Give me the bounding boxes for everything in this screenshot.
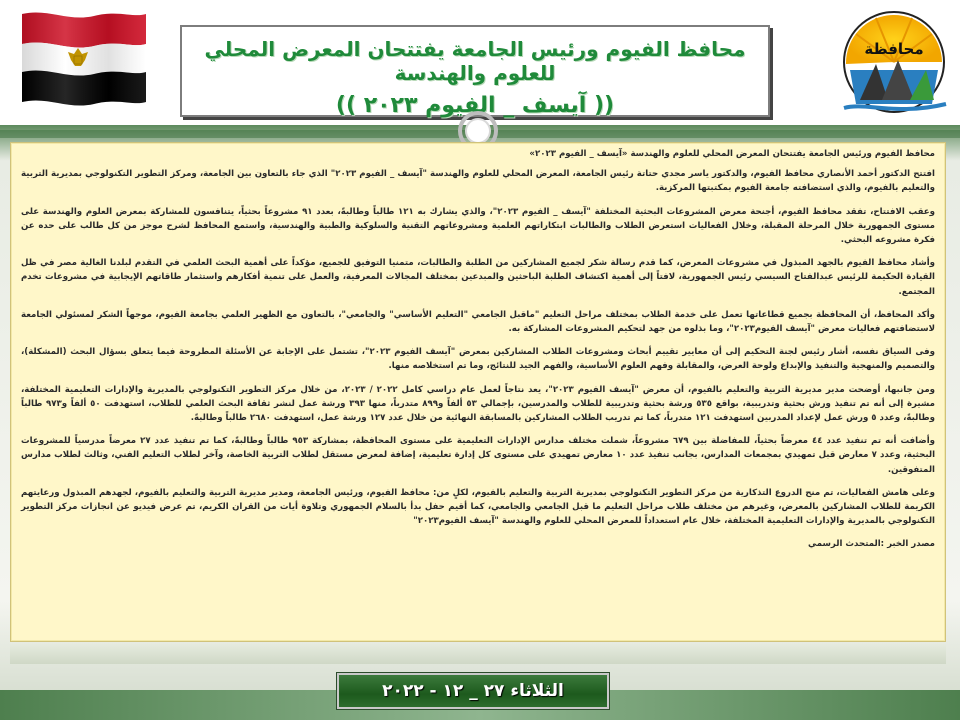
article-paragraph-6: وفى السياق نفسه، أشار رئيس لجنة التحكيم إلى أن معايير تقييم أبحاث ومشروعات الطلاب المشاركين بمعرض "آيسف الفيوم ٢٠٢٣"، تشتمل على الإجابة عن الأسئلة المطروحة فيما يتعلق بسؤال البحث (المشكلة)، والتصميم والمنهجية والتنفيذ والإبداع ولوحة العرض، والمقابلة وفهم العلوم الأساسية، والفهم الجيد للنتائج، وما تم استخلاصه منها. [21, 347, 935, 372]
article-paragraph-2: افتتح الدكتور أحمد الأنصاري محافظ الفيوم، والدكتور ياسر مجدي حتاتة رئيس الجامعة، المعرض المحلي للعلوم والهندسة "آيسف _ الفيوم ٢٠٢٣" الذي جاء بالتعاون بين الجامعة، ومركز التطوير التكنولوجي بمديرية التربية والتعليم بالفيوم، والذي استضافته جامعة الفيوم بمكتبتها المركزية. [21, 169, 935, 194]
article-paragraph-1: محافظ الفيوم ورئيس الجامعة يفتتحان المعرض المحلي للعلوم والهندسة «آيسف _ الفيوم ٢٠٢٣» [529, 149, 935, 159]
page-subtitle: (( آيسف _ الفيوم ٢٠٢٣ )) [335, 93, 615, 118]
date-text: الثلاثاء ٢٧ _ ١٢ - ٢٠٢٢ [382, 681, 564, 701]
title-box [180, 25, 770, 117]
article-paragraph-5: وأكد المحافظ، أن المحافظة بجميع قطاعاتها تعمل على خدمة الطلاب بمختلف مراحل التعليم "ماقبل الجامعي "التعليم الأساسي" والجامعي"، بالتعاون مع الظهير العلمي بجامعة الفيوم، موجهاً الشكر لمسئولي الجامعة لاستضافتهم فعاليات معرض "آيسف الفيوم٢٠٢٣"، وما بذلوه من جهد لتحكيم المشروعات المشاركة به. [21, 309, 935, 335]
article-paragraph-8: وأضافت أنه تم تنفيذ عدد ٤٤ معرضاً بحثياً، للمفاضلة بين ٦٧٩ مشروعاً، شملت مختلف مدارس الإدارات التعليمية على مستوى المحافظة، بمشاركة ٩٥٣ طالباً وطالبةً، كما تم تنفيذ عدد ٢٧ معرضاً مدرسياً للمشروعات البحثية، وعدد ٧ معارض قبل تمهيدي بمجمعات المدارس، بجانب تنفيذ عدد ١٠ معارض تمهيدي على مستوى كل إدارة تعليمية، إضافة لمعرض مستقل لطلاب التربية الخاصة، وآخر لطلاب التعليم الفني، وثالث لطلاب مدارس المتفوقين. [21, 436, 936, 475]
article-paragraph-3: وعقب الافتتاح، تفقد محافظ الفيوم، أجنحة معرض المشروعات البحثية المختلفة "آيسف _ الفيوم ٢٠٢٣"، والذي يشارك به ١٢١ طالباً وطالبةً، بعدد ٩١ مشروعاً بحثياً، يتنافسون للمشاركة بمعرض العلوم والهندسة على مستوى الجمهورية خلال المرحلة المقبلة، وخلال الفعاليات استعرض الطلاب والطالبات ابتكاراتهم العلمية ومشروعاتهم التقنية والسلوكية والطبية والهندسية، واستمع المحافظ لشرح موجز من كل طالب على حده عن فكرة مشروعه البحثي. [21, 206, 935, 246]
news-source: مصدر الخبر :المتحدث الرسمي [808, 539, 935, 550]
fayoum-logo-icon [836, 4, 954, 122]
article-paragraph-4: وأشاد محافظ الفيوم بالجهد المبذول في مشروعات المعرض، كما قدم رسالة شكر لجميع المشاركين من الطلبة والطالبات، متمنيا التوفيق للجميع، مؤكداً على أهمية البحث العلمي في التقدم لبلدنا الغالية مصر في ظل القيادة الحكيمة للرئيس عبدالفتاح السيسي رئيس الجمهورية، لافتاً إلى أهمية اكتشاف الطلبة الباحثين والمبدعين بمختلف المجالات المعرفية، والعمل على تنمية أفكارهم واستثمار طاقاتهم الإيجابية في مشروعات تخدم المجتمع. [21, 258, 935, 297]
page-title: محافظ الفيوم ورئيس الجامعة يفتتحان المعرض المحلي للعلوم والهندسة [204, 37, 746, 85]
article-footer-band [10, 644, 946, 664]
article-paragraph-9: وعلى هامش الفعاليات، تم منح الدروع التذكارية من مركز التطوير التكنولوجي بمديرية التربية والتعليم بالفيوم، لكلٍ من: محافظ الفيوم، ورئيس الجامعة، ومدير مديرية التربية والتعليم بالفيوم، لجهدهم المبذول ورعايتهم الكريمة للطلاب المشاركين بالمعرض، وغيرهم من مختلف طلاب مراحل التعليم ما قبل الجامعي والجامعي، كما أقيم حفل بدأ بالسلام الجمهوري وتلاوة أيات من القران الكريم، تم عرض فيديو عن انجازات مركز التطوير التكنولوجي بالمديرية والإدارات التعليمية المختلفة، خلال عام استعداداً للمعرض المحلي للعلوم والهندسة "آيسف الفيوم٢٠٢٣" [21, 487, 935, 527]
logo-lettering: محافظة [864, 40, 924, 58]
egypt-flag-icon [18, 8, 150, 108]
article-body [10, 142, 946, 642]
date-box [337, 673, 609, 709]
article-paragraph-7: ومن جانبها، أوضحت مدير مديرية التربية والتعليم بالفيوم، أن معرض "آيسف الفيوم ٢٠٢٣"، يعد نتاجاً لعمل عام دراسي كامل ٢٠٢٢ / ٢٠٢٣، من خلال مركز التطوير التكنولوجي بالمديرية والإدارات التعليمية المختلفة، مشيرة إلى أنه تم تنفيذ ورش بحثية وتدريبية، بواقع ٥٣٥ ورشة بحثية وتدريبية للطلاب والمدرسين، بإجمالي ٥٣ ألفاً و٨٩٩ متدرباً، منها ٣٩٣ ورشة عمل لنشر ثقافة البحث العلمي للطلاب، استهدفت ٥٠ ألفاً و٩٧٣ طالباً وطالبةً، وعدد ٥ ورش عمل لإعداد المدربين استهدفت ١٢١ متدرباً، كما تم تدريب الطلاب المشاركين بالمسابقة النهائية من خلال عدد ١٢٧ ورشة عمل، استهدفت ٢٦٨٠ طالباً وطالبةً. [21, 384, 936, 424]
